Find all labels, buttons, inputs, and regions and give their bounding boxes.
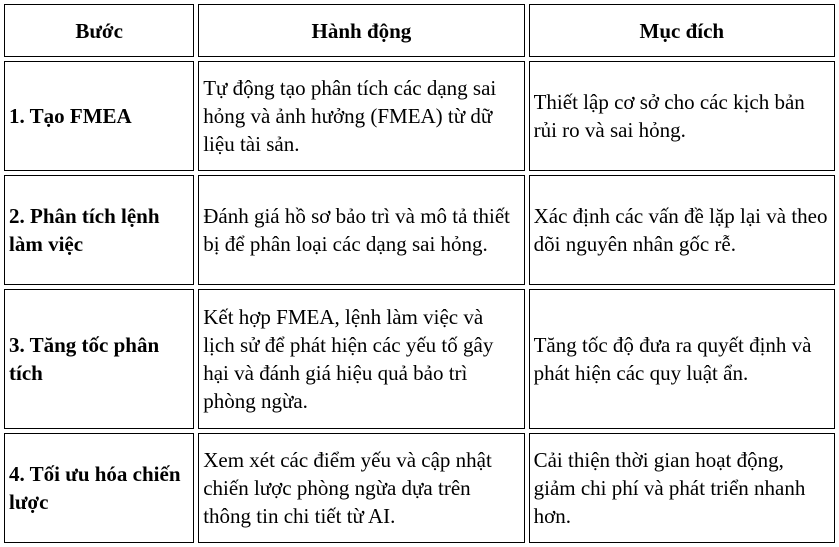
action-cell: Kết hợp FMEA, lệnh làm việc và lịch sử để phát hiện các yếu tố gây hại và đánh giá hiệu quả bảo trì phòng ngừa. (198, 289, 524, 429)
header-purpose: Mục đích (529, 4, 835, 57)
table-row (4, 289, 835, 429)
step-cell: 2. Phân tích lệnh làm việc (4, 175, 194, 285)
table-header-row (4, 4, 835, 57)
action-cell: Tự động tạo phân tích các dạng sai hỏng và ảnh hưởng (FMEA) từ dữ liệu tài sản. (198, 61, 524, 171)
header-action: Hành động (198, 4, 524, 57)
step-cell: 1. Tạo FMEA (4, 61, 194, 171)
header-step: Bước (4, 4, 194, 57)
purpose-cell: Thiết lập cơ sở cho các kịch bản rủi ro và sai hỏng. (529, 61, 835, 171)
purpose-cell: Cải thiện thời gian hoạt động, giảm chi phí và phát triển nhanh hơn. (529, 433, 835, 543)
step-cell: 4. Tối ưu hóa chiến lược (4, 433, 194, 543)
action-cell: Xem xét các điểm yếu và cập nhật chiến lược phòng ngừa dựa trên thông tin chi tiết từ AI. (198, 433, 524, 543)
table-row (4, 61, 835, 171)
action-cell: Đánh giá hồ sơ bảo trì và mô tả thiết bị để phân loại các dạng sai hỏng. (198, 175, 524, 285)
purpose-cell: Tăng tốc độ đưa ra quyết định và phát hiện các quy luật ẩn. (529, 289, 835, 429)
purpose-cell: Xác định các vấn đề lặp lại và theo dõi nguyên nhân gốc rễ. (529, 175, 835, 285)
table-row (4, 175, 835, 285)
step-cell: 3. Tăng tốc phân tích (4, 289, 194, 429)
table-row (4, 433, 835, 543)
